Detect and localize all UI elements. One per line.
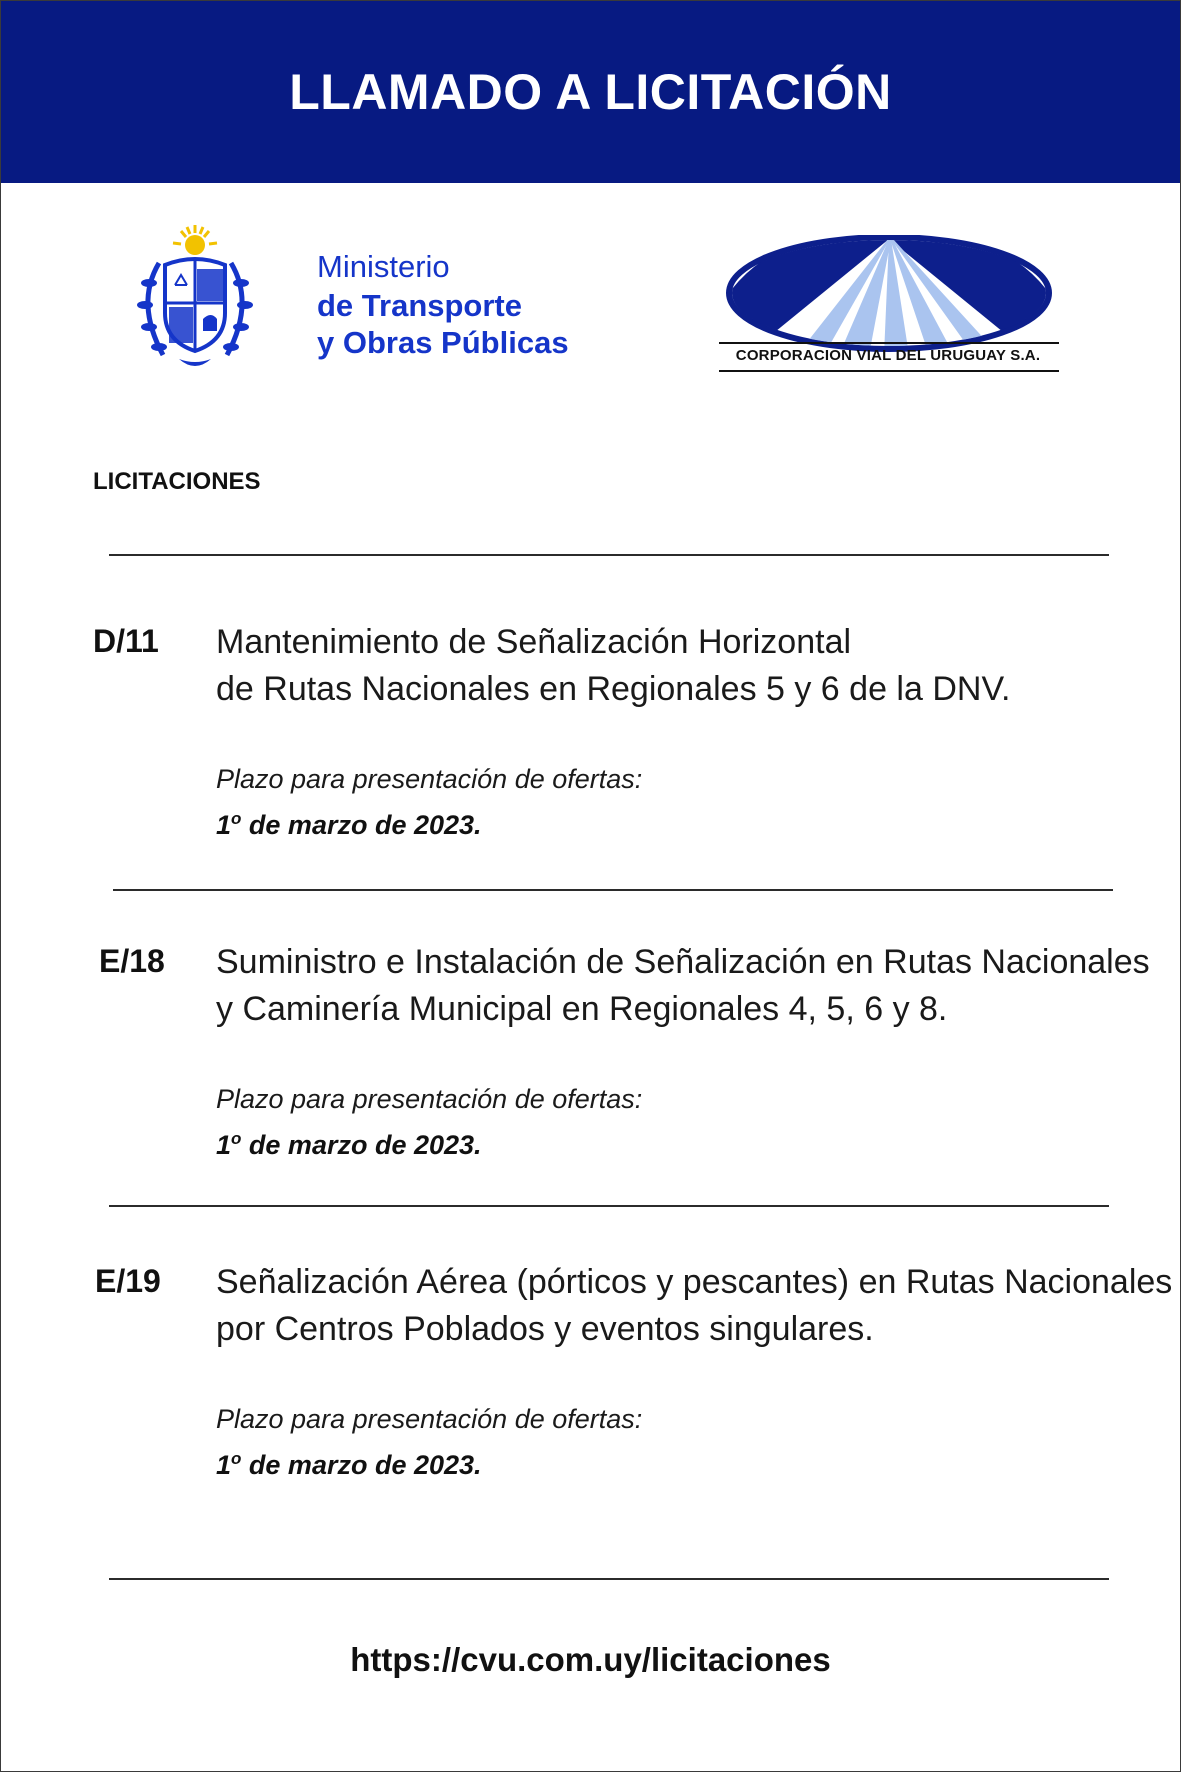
- cvu-company-name: CORPORACION VIAL DEL URUGUAY S.A.: [735, 347, 1041, 364]
- ministry-logo-text: [317, 251, 569, 358]
- ministry-line-2: de Transporte: [317, 288, 522, 323]
- divider: [109, 1578, 1109, 1580]
- tender-description: [216, 619, 1010, 713]
- deadline-label: Plazo para presentación de ofertas:: [216, 764, 643, 794]
- footer-url-link[interactable]: https://cvu.com.uy/licitaciones: [350, 1641, 831, 1678]
- tender-description-line: Señalización Aérea (pórticos y pescantes) en Rutas Nacionales: [216, 1263, 1173, 1301]
- deadline-rest: de marzo de 2023.: [241, 1450, 482, 1480]
- tender-code: D/11: [93, 623, 159, 659]
- ministry-line-3: y Obras Públicas: [317, 325, 569, 360]
- deadline-day: 1: [216, 1450, 232, 1480]
- tender-description-line: y Caminería Municipal en Regionales 4, 5, 6 y 8.: [216, 990, 948, 1028]
- tender-description-line: de Rutas Nacionales en Regionales 5 y 6 de la DNV.: [216, 670, 1011, 708]
- divider: [113, 889, 1113, 891]
- deadline-day: 1: [216, 1130, 232, 1160]
- tender-code: E/18: [99, 943, 165, 979]
- tender-description: [216, 1259, 1172, 1353]
- deadline-day: 1: [216, 810, 232, 840]
- deadline-date: [216, 1129, 482, 1161]
- page-title: LLAMADO A LICITACIÓN: [289, 64, 892, 120]
- deadline-ordinal: o: [231, 1129, 242, 1148]
- tender-description-line: Mantenimiento de Señalización Horizontal: [216, 623, 852, 661]
- divider: [109, 554, 1109, 556]
- deadline-ordinal: o: [231, 1449, 242, 1468]
- divider: [109, 1205, 1109, 1207]
- tender-description-line: Suministro e Instalación de Señalización en Rutas Nacionales: [216, 943, 1150, 981]
- tender-description: [216, 939, 1150, 1033]
- tender-description-line: por Centros Poblados y eventos singulares.: [216, 1310, 874, 1348]
- deadline-ordinal: o: [231, 809, 242, 828]
- coat-of-arms-logo: [129, 223, 261, 375]
- deadline-rest: de marzo de 2023.: [241, 810, 482, 840]
- section-label: LICITACIONES: [93, 468, 261, 495]
- tender-code: E/19: [95, 1263, 161, 1299]
- deadline-label: Plazo para presentación de ofertas:: [216, 1084, 643, 1114]
- ministry-line-1: Ministerio: [317, 249, 450, 284]
- deadline-date: [216, 809, 482, 841]
- header-banner: [1, 1, 1180, 183]
- deadline-label: Plazo para presentación de ofertas:: [216, 1404, 643, 1434]
- deadline-date: [216, 1449, 482, 1481]
- sun-icon: [173, 225, 217, 255]
- deadline-rest: de marzo de 2023.: [241, 1130, 482, 1160]
